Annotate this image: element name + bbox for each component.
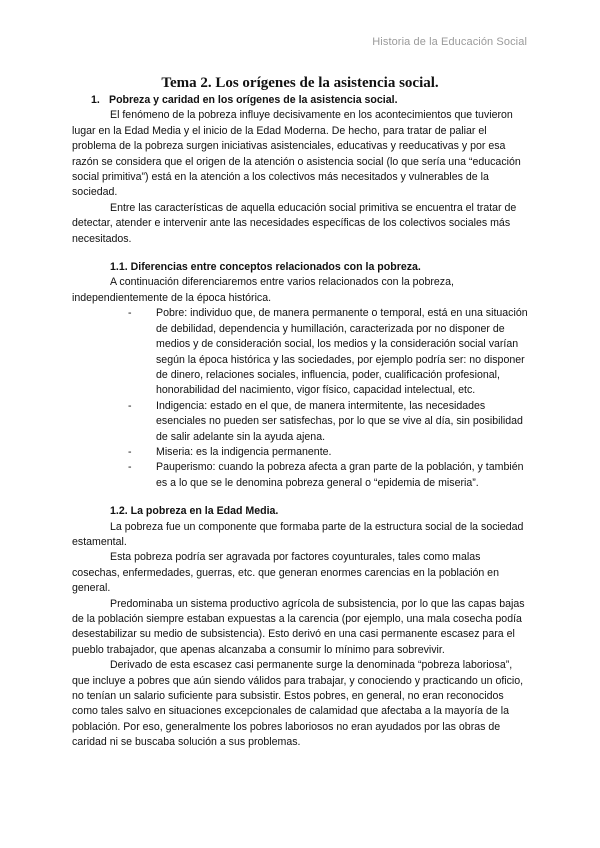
list-item [128, 306, 528, 398]
paragraph: La pobreza fue un componente que formaba parte de la estructura social de la sociedad estamental. [72, 520, 524, 548]
paragraph: El fenómeno de la pobreza influye decisivamente en los acontecimientos que tuvieron lugar en la Edad Media y el inicio de la Edad Moderna. De hecho, para tratar de paliar el problema de la pobreza surgen iniciativas asistenciales, educativas y reeducativas y por esa razón se considera que el origen de la atención o asistencia social (lo que sería una “educación social primitiva”) está en la atención a los colectivos más necesitados y vulnerables de la sociedad. [72, 109, 521, 199]
list-item-text: Pauperismo: cuando la pobreza afecta a gran parte de la población, y también es a lo que se le denomina pobreza general o “epidemia de miseria”. [156, 461, 524, 489]
section-1-heading-text: Pobreza y caridad en los orígenes de la asistencia social. [109, 94, 398, 106]
section-1-number: 1. [91, 94, 100, 106]
paragraph: Derivado de esta escasez casi permanente surge la denominada “pobreza laboriosa”, que incluye a pobres que aún siendo válidos para trabajar, y conociendo y practicando un oficio, no tenían un salario suficiente para subsistir. Estos pobres, en general, no eran reconocidos como tales salvo en situaciones excepcionales de calamidad que afectaba a la mayoría de la población. Por eso, generalmente los pobres laboriosos no eran ayudados por las obras de caridad ni se buscaba solución a sus problemas. [72, 659, 524, 749]
section-1-1-heading: 1.1. Diferencias entre conceptos relacionados con la pobreza. [110, 261, 421, 274]
list-item-text: Pobre: individuo que, de manera permanente o temporal, está en una situación de debilidad, dependencia y humillación, caracterizada por no disponer de medios y de consideración social, los medios y la consideración social varían según la época histórica y las sociedades, por ejemplo podría ser: no disponer de dinero, relaciones sociales, influencia, poder, cualificación profesional, honorabilidad del nacimiento, vigor físico, capacidad intelectual, etc. [156, 307, 528, 397]
dash-bullet: - [128, 307, 132, 320]
list-item [128, 445, 528, 460]
running-header: Historia de la Educación Social [372, 36, 527, 48]
section-1-2-heading: 1.2. La pobreza en la Edad Media. [110, 505, 279, 518]
dash-bullet: - [128, 461, 132, 474]
paragraph: A continuación diferenciaremos entre varios relacionados con la pobreza, independientemente de la época histórica. [72, 276, 454, 304]
list-item-text: Indigencia: estado en el que, de manera intermitente, las necesidades esenciales no pueden ser satisfechas, por lo que se vive al día, sin posibilidad de salir adelante sin la ayuda ajena. [156, 399, 523, 443]
section-1-heading [72, 93, 528, 108]
page-title: Tema 2. Los orígenes de la asistencia social. [161, 75, 439, 91]
paragraph: Predominaba un sistema productivo agrícola de subsistencia, por lo que las capas bajas de la población siempre estaban expuestas a la carencia (por ejemplo, una mala cosecha podía desestabilizar su medio de subsistencia). Esto derivó en una casi permanente escasez para el pueblo trabajador, que apenas alcanzaba a consumir lo mínimo para sobrevivir. [72, 597, 525, 656]
dash-bullet: - [128, 445, 132, 458]
dash-bullet: - [128, 399, 132, 412]
paragraph: Entre las características de aquella educación social primitiva se encuentra el tratar de detectar, atender e intervenir ante las necesidades específicas de los colectivos sociales más necesitados. [72, 201, 517, 245]
definitions-list [72, 306, 528, 491]
list-item [128, 460, 528, 491]
document-body [72, 74, 528, 751]
list-item-text: Miseria: es la indigencia permanente. [156, 445, 332, 458]
paragraph: Esta pobreza podría ser agravada por factores coyunturales, tales como malas cosechas, enfermedades, guerras, etc. que generan enormes carencias en la población en general. [72, 551, 499, 595]
list-item [128, 399, 528, 445]
